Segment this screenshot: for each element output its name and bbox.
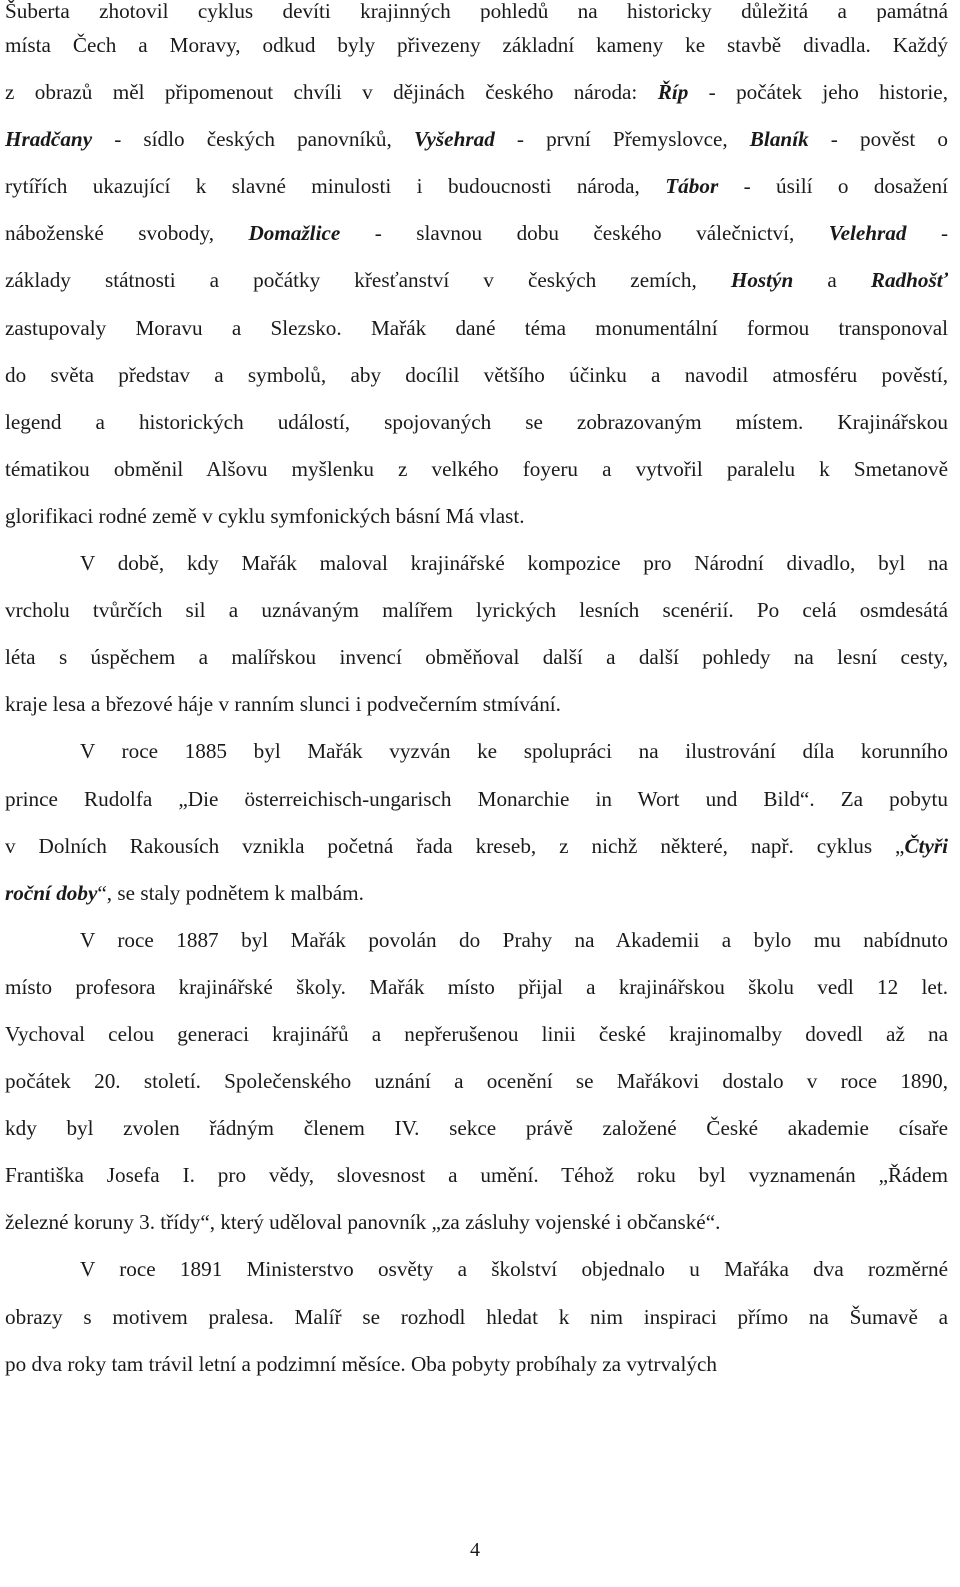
text-run: kdy byl zvolen řádným členem IV. sekce právě založené České akademie císaře	[5, 1116, 948, 1141]
text-line	[5, 917, 948, 964]
text-line	[5, 1294, 948, 1341]
emphasized-place-name: Domažlice	[248, 221, 341, 246]
text-line	[5, 163, 948, 210]
text-line	[5, 823, 948, 870]
text-line	[5, 776, 948, 823]
paragraph	[5, 917, 948, 1247]
paragraph	[5, 1246, 948, 1387]
text-line	[5, 1152, 948, 1199]
text-line	[5, 1105, 948, 1152]
text-run: V roce 1887 byl Mařák povolán do Prahy na Akademii a bylo mu nabídnuto	[80, 927, 948, 952]
text-line	[5, 681, 948, 728]
emphasized-place-name: Velehrad	[828, 221, 907, 246]
page-number: 4	[470, 1539, 480, 1561]
text-line	[5, 587, 948, 634]
text-run: náboženské svobody,	[5, 221, 249, 246]
text-run: základy státnosti a počátky křesťanství v českých zemích,	[5, 268, 731, 293]
text-run: legend a historických událostí, spojovaných se zobrazovaným místem. Krajinářskou	[5, 409, 948, 434]
text-run: v Dolních Rakousích vznikla početná řada kreseb, z nichž některé, např. cyklus „	[5, 833, 905, 858]
emphasized-place-name: Radhošť	[870, 268, 948, 293]
text-run: - pověst o	[808, 127, 948, 152]
emphasized-place-name: Tábor	[665, 174, 719, 199]
text-run: a	[793, 268, 871, 293]
text-line	[5, 305, 948, 352]
text-run: Šuberta zhotovil cyklus devíti krajinných pohledů na historicky důležitá a památná	[5, 0, 948, 22]
text-run: po dva roky tam trávil letní a podzimní měsíce. Oba pobyty probíhaly za vytrvalých	[5, 1351, 717, 1376]
text-run: V roce 1891 Ministerstvo osvěty a školství objednalo u Mařáka dva rozměrné	[80, 1257, 948, 1282]
emphasized-place-name: Blaník	[749, 127, 809, 152]
text-line	[5, 1058, 948, 1105]
text-run: “, se staly podnětem k malbám.	[97, 880, 364, 905]
text-run: do světa představ a symbolů, aby docílil většího účinku a navodil atmosféru pověstí,	[5, 362, 948, 387]
text-line	[5, 257, 948, 304]
text-run: železné koruny 3. třídy“, který uděloval panovník „za zásluhy vojenské i občanské“.	[5, 1210, 721, 1235]
text-line	[5, 446, 948, 493]
text-line	[5, 493, 948, 540]
text-run: tématikou obměnil Alšovu myšlenku z velkého foyeru a vytvořil paralelu k Smetanově	[5, 456, 948, 481]
emphasized-place-name: Vyšehrad	[413, 127, 495, 152]
emphasized-place-name: Čtyři	[904, 833, 948, 858]
text-run: Františka Josefa I. pro vědy, slovesnost a umění. Téhož roku byl vyznamenán „Řádem	[5, 1163, 948, 1188]
text-line	[5, 1341, 948, 1388]
text-run: - úsilí o dosažení	[718, 174, 948, 199]
text-line	[5, 728, 948, 775]
text-run: - první Přemyslovce,	[494, 127, 750, 152]
text-run: - slavnou dobu českého válečnictví,	[340, 221, 829, 246]
text-run: léta s úspěchem a malířskou invencí obměňoval další a další pohledy na lesní cesty,	[5, 645, 948, 670]
text-run: vrcholu tvůrčích sil a uznávaným malířem lyrických lesních scenérií. Po celá osmdesátá	[5, 598, 948, 623]
text-line	[5, 1199, 948, 1246]
text-line	[5, 540, 948, 587]
text-run: kraje lesa a březové háje v ranním slunci i podvečerním stmívání.	[5, 692, 561, 717]
text-line	[5, 210, 948, 257]
emphasized-place-name: Hradčany	[5, 127, 93, 152]
text-run: V roce 1885 byl Mařák vyzván ke spolupráci na ilustrování díla korunního	[80, 739, 948, 764]
text-line	[5, 116, 948, 163]
text-run: obrazy s motivem pralesa. Malíř se rozhodl hledat k nim inspiraci přímo na Šumavě a	[5, 1304, 948, 1329]
text-line	[5, 69, 948, 116]
text-line	[5, 634, 948, 681]
text-run: místo profesora krajinářské školy. Mařák místo přijal a krajinářskou školu vedl 12 let.	[5, 974, 948, 999]
text-run: V době, kdy Mařák maloval krajinářské kompozice pro Národní divadlo, byl na	[80, 551, 948, 576]
paragraph	[5, 728, 948, 916]
text-line	[5, 964, 948, 1011]
paragraph	[5, 0, 948, 540]
text-line	[5, 1246, 948, 1293]
text-line	[5, 0, 948, 22]
text-run: -	[906, 221, 948, 246]
emphasized-place-name: roční doby	[5, 880, 98, 905]
text-line	[5, 399, 948, 446]
text-run: - sídlo českých panovníků,	[92, 127, 414, 152]
text-run: prince Rudolfa „Die österreichisch-ungarisch Monarchie in Wort und Bild“. Za pobytu	[5, 786, 948, 811]
emphasized-place-name: Hostýn	[730, 268, 794, 293]
text-run: - počátek jeho historie,	[688, 80, 948, 105]
paragraph	[5, 540, 948, 728]
text-line	[5, 22, 948, 69]
text-run: z obrazů měl připomenout chvíli v dějinách českého národa:	[5, 80, 658, 105]
emphasized-place-name: Říp	[657, 80, 689, 105]
page-text	[5, 0, 948, 1388]
text-run: zastupovaly Moravu a Slezsko. Mařák dané téma monumentální formou transponoval	[5, 315, 948, 340]
text-run: místa Čech a Moravy, odkud byly přivezeny základní kameny ke stavbě divadla. Každý	[5, 33, 948, 57]
text-line	[5, 870, 948, 917]
text-run: rytířích ukazující k slavné minulosti i budoucnosti národa,	[5, 174, 666, 199]
text-run: Vychoval celou generaci krajinářů a nepřerušenou linii české krajinomalby dovedl až na	[5, 1021, 948, 1046]
text-run: glorifikaci rodné země v cyklu symfonických básní Má vlast.	[5, 503, 525, 528]
text-line	[5, 352, 948, 399]
text-line	[5, 1011, 948, 1058]
text-run: počátek 20. století. Společenského uznání a ocenění se Mařákovi dostalo v roce 1890,	[5, 1069, 948, 1094]
